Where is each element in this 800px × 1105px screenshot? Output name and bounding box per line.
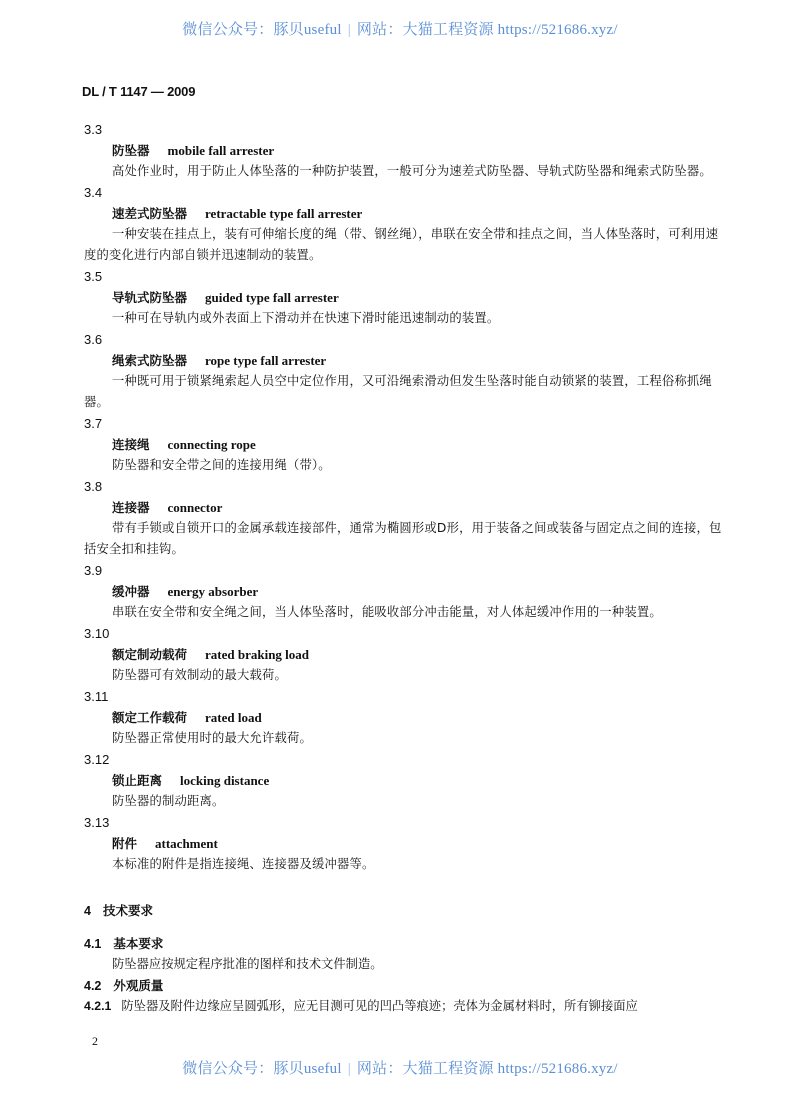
term-definition: 防坠器正常使用时的最大允许载荷。 [112, 731, 312, 745]
subsection-heading [84, 933, 734, 954]
term-chinese: 锁止距离 [112, 773, 163, 788]
document-id: DL / T 1147 — 2009 [82, 84, 196, 99]
section-4 [84, 900, 734, 1017]
term-heading [84, 644, 724, 665]
clause-block [84, 329, 724, 413]
term-english: rope type fall arrester [205, 353, 327, 368]
term-english: connector [167, 500, 223, 515]
term-english: locking distance [180, 773, 270, 788]
subsection-title: 外观质量 [113, 978, 164, 993]
watermark-wechat: 微信公众号：豚贝useful [182, 1061, 342, 1077]
term-heading [84, 434, 724, 455]
clause-block [84, 812, 724, 875]
clause-block [84, 476, 724, 560]
subsection-number: 4.2 [84, 979, 102, 993]
term-english: guided type fall arrester [205, 290, 339, 305]
term-heading [84, 770, 724, 791]
watermark-website: 网站：大猫工程资源 https://521686.xyz/ [356, 22, 618, 38]
subsection-number: 4.1 [84, 937, 102, 951]
term-definition: 一种既可用于锁紧绳索起人员空中定位作用，又可沿绳索滑动但发生坠落时能自动锁紧的装置，工程俗称抓绳器。 [84, 374, 712, 409]
clause-number: 3.13 [84, 815, 110, 830]
term-heading [84, 287, 724, 308]
term-chinese: 额定工作载荷 [112, 710, 188, 725]
clause-number: 4.2.1 [84, 999, 112, 1013]
watermark-separator: | [347, 1061, 351, 1077]
term-definition: 防坠器可有效制动的最大载荷。 [112, 668, 287, 682]
clause-number: 3.12 [84, 752, 110, 767]
clause-block [84, 182, 724, 266]
clause-paragraph [84, 996, 734, 1017]
watermark-website: 网站：大猫工程资源 https://521686.xyz/ [356, 1061, 618, 1077]
subsection-title: 基本要求 [113, 936, 164, 951]
clause-block [84, 749, 724, 812]
term-english: mobile fall arrester [167, 143, 275, 158]
term-definition: 一种可在导轨内或外表面上下滑动并在快速下滑时能迅速制动的装置。 [112, 311, 500, 325]
terms-definitions [84, 119, 724, 875]
subsection-heading [84, 975, 734, 996]
clause-block [84, 686, 724, 749]
term-definition: 防坠器的制动距离。 [112, 794, 225, 808]
term-chinese: 导轨式防坠器 [112, 290, 188, 305]
term-english: retractable type fall arrester [205, 206, 363, 221]
term-chinese: 连接器 [112, 500, 150, 515]
clause-number: 3.3 [84, 122, 103, 137]
term-chinese: 附件 [112, 836, 138, 851]
section-heading [84, 900, 734, 921]
clause-number: 3.5 [84, 269, 103, 284]
clause-number: 3.4 [84, 185, 103, 200]
term-chinese: 速差式防坠器 [112, 206, 188, 221]
term-heading [84, 140, 724, 161]
page-number: 2 [92, 1034, 98, 1048]
term-heading [84, 497, 724, 518]
term-definition: 串联在安全带和安全绳之间，当人体坠落时，能吸收部分冲击能量，对人体起缓冲作用的一种装置。 [112, 605, 662, 619]
clause-block [84, 119, 724, 182]
term-chinese: 连接绳 [112, 437, 150, 452]
term-heading [84, 581, 724, 602]
section-number: 4 [84, 904, 91, 918]
watermark-wechat: 微信公众号：豚贝useful [182, 22, 342, 38]
term-chinese: 额定制动载荷 [112, 647, 188, 662]
term-definition: 防坠器和安全带之间的连接用绳（带）。 [112, 458, 331, 472]
term-english: rated braking load [205, 647, 310, 662]
term-chinese: 缓冲器 [112, 584, 150, 599]
term-heading [84, 833, 724, 854]
term-chinese: 防坠器 [112, 143, 150, 158]
term-heading [84, 350, 724, 371]
term-english: connecting rope [167, 437, 256, 452]
term-definition: 高处作业时，用于防止人体坠落的一种防护装置，一般可分为速差式防坠器、导轨式防坠器和绳索式防坠器。 [112, 164, 712, 178]
clause-number: 3.10 [84, 626, 110, 641]
clause-block [84, 560, 724, 623]
section-title: 技术要求 [102, 903, 153, 918]
term-definition: 带有手锁或自锁开口的金属承载连接部件，通常为椭圆形或D形，用于装备之间或装备与固定点之间的连接，包括安全扣和挂钩。 [84, 521, 722, 556]
clause-number: 3.8 [84, 479, 103, 494]
term-definition: 一种安装在挂点上，装有可伸缩长度的绳（带、钢丝绳），串联在安全带和挂点之间，当人体坠落时，可利用速度的变化进行内部自锁并迅速制动的装置。 [84, 227, 719, 262]
term-heading [84, 203, 724, 224]
watermark-bottom [0, 1057, 800, 1078]
term-english: energy absorber [167, 584, 259, 599]
clause-block [84, 623, 724, 686]
clause-number: 3.11 [84, 689, 109, 704]
clause-block [84, 266, 724, 329]
watermark-separator: | [347, 22, 351, 38]
term-heading [84, 707, 724, 728]
term-english: rated load [205, 710, 262, 725]
clause-number: 3.6 [84, 332, 103, 347]
clause-number: 3.7 [84, 416, 103, 431]
subsection-text: 防坠器应按规定程序批准的图样和技术文件制造。 [112, 957, 383, 971]
clause-text: 防坠器及附件边缘应呈圆弧形，应无目测可见的凹凸等痕迹；壳体为金属材料时，所有铆接面应 [121, 999, 638, 1013]
term-definition: 本标准的附件是指连接绳、连接器及缓冲器等。 [112, 857, 375, 871]
term-english: attachment [155, 836, 218, 851]
watermark-top [0, 18, 800, 39]
clause-number: 3.9 [84, 563, 103, 578]
clause-block [84, 413, 724, 476]
term-chinese: 绳索式防坠器 [112, 353, 188, 368]
